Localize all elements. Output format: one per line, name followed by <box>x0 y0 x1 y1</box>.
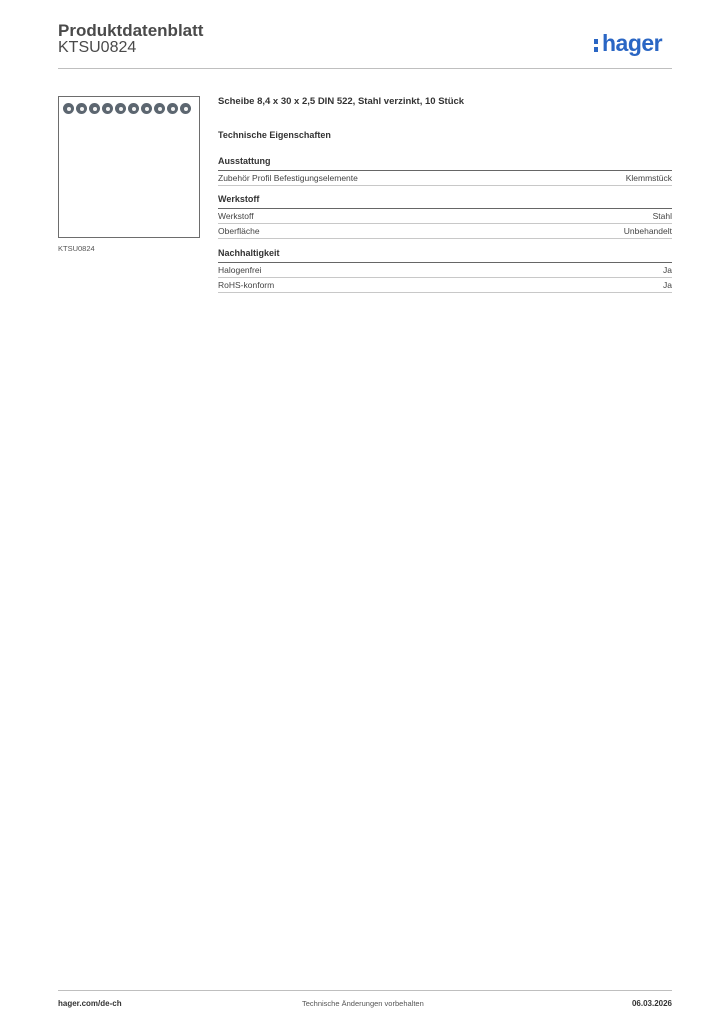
washers-illustration <box>63 103 191 114</box>
section-title: Ausstattung <box>218 156 672 171</box>
tech-heading: Technische Eigenschaften <box>218 130 331 140</box>
logo-text: hager <box>602 30 663 56</box>
hager-logo <box>594 30 662 57</box>
row-value: Klemmstück <box>625 173 672 183</box>
row-label: Halogenfrei <box>218 265 262 275</box>
table-row <box>218 224 672 239</box>
footer-notice: Technische Änderungen vorbehalten <box>302 999 424 1008</box>
table-row <box>218 278 672 293</box>
washer-icon <box>76 103 87 114</box>
washer-icon <box>180 103 191 114</box>
footer-divider <box>58 990 672 991</box>
section-title: Werkstoff <box>218 194 672 209</box>
row-value: Unbehandelt <box>623 226 672 236</box>
washer-icon <box>128 103 139 114</box>
table-row <box>218 263 672 278</box>
washer-icon <box>89 103 100 114</box>
page-title: Produktdatenblatt <box>58 21 204 40</box>
product-image <box>58 96 200 238</box>
row-value: Ja <box>663 280 672 290</box>
section-werkstoff <box>218 194 672 239</box>
washer-icon <box>154 103 165 114</box>
row-label: RoHS-konform <box>218 280 275 290</box>
image-caption: KTSU0824 <box>58 244 95 253</box>
table-row <box>218 171 672 186</box>
article-number: KTSU0824 <box>58 39 137 56</box>
section-ausstattung <box>218 156 672 186</box>
row-value: Ja <box>663 265 672 275</box>
section-nachhaltigkeit <box>218 248 672 293</box>
washer-icon <box>102 103 113 114</box>
logo-mark-icon <box>594 35 598 53</box>
footer-date: 06.03.2026 <box>631 999 672 1008</box>
footer-website[interactable]: hager.com/de-ch <box>58 999 122 1008</box>
row-label: Zubehör Profil Befestigungselemente <box>218 173 358 183</box>
row-label: Werkstoff <box>218 211 254 221</box>
section-title: Nachhaltigkeit <box>218 248 672 263</box>
row-value: Stahl <box>652 211 672 221</box>
product-description: Scheibe 8,4 x 30 x 2,5 DIN 522, Stahl verzinkt, 10 Stück <box>218 96 465 107</box>
header-divider <box>58 68 672 69</box>
washer-icon <box>167 103 178 114</box>
row-label: Oberfläche <box>218 226 260 236</box>
table-row <box>218 209 672 224</box>
washer-icon <box>141 103 152 114</box>
washer-icon <box>115 103 126 114</box>
washer-icon <box>63 103 74 114</box>
